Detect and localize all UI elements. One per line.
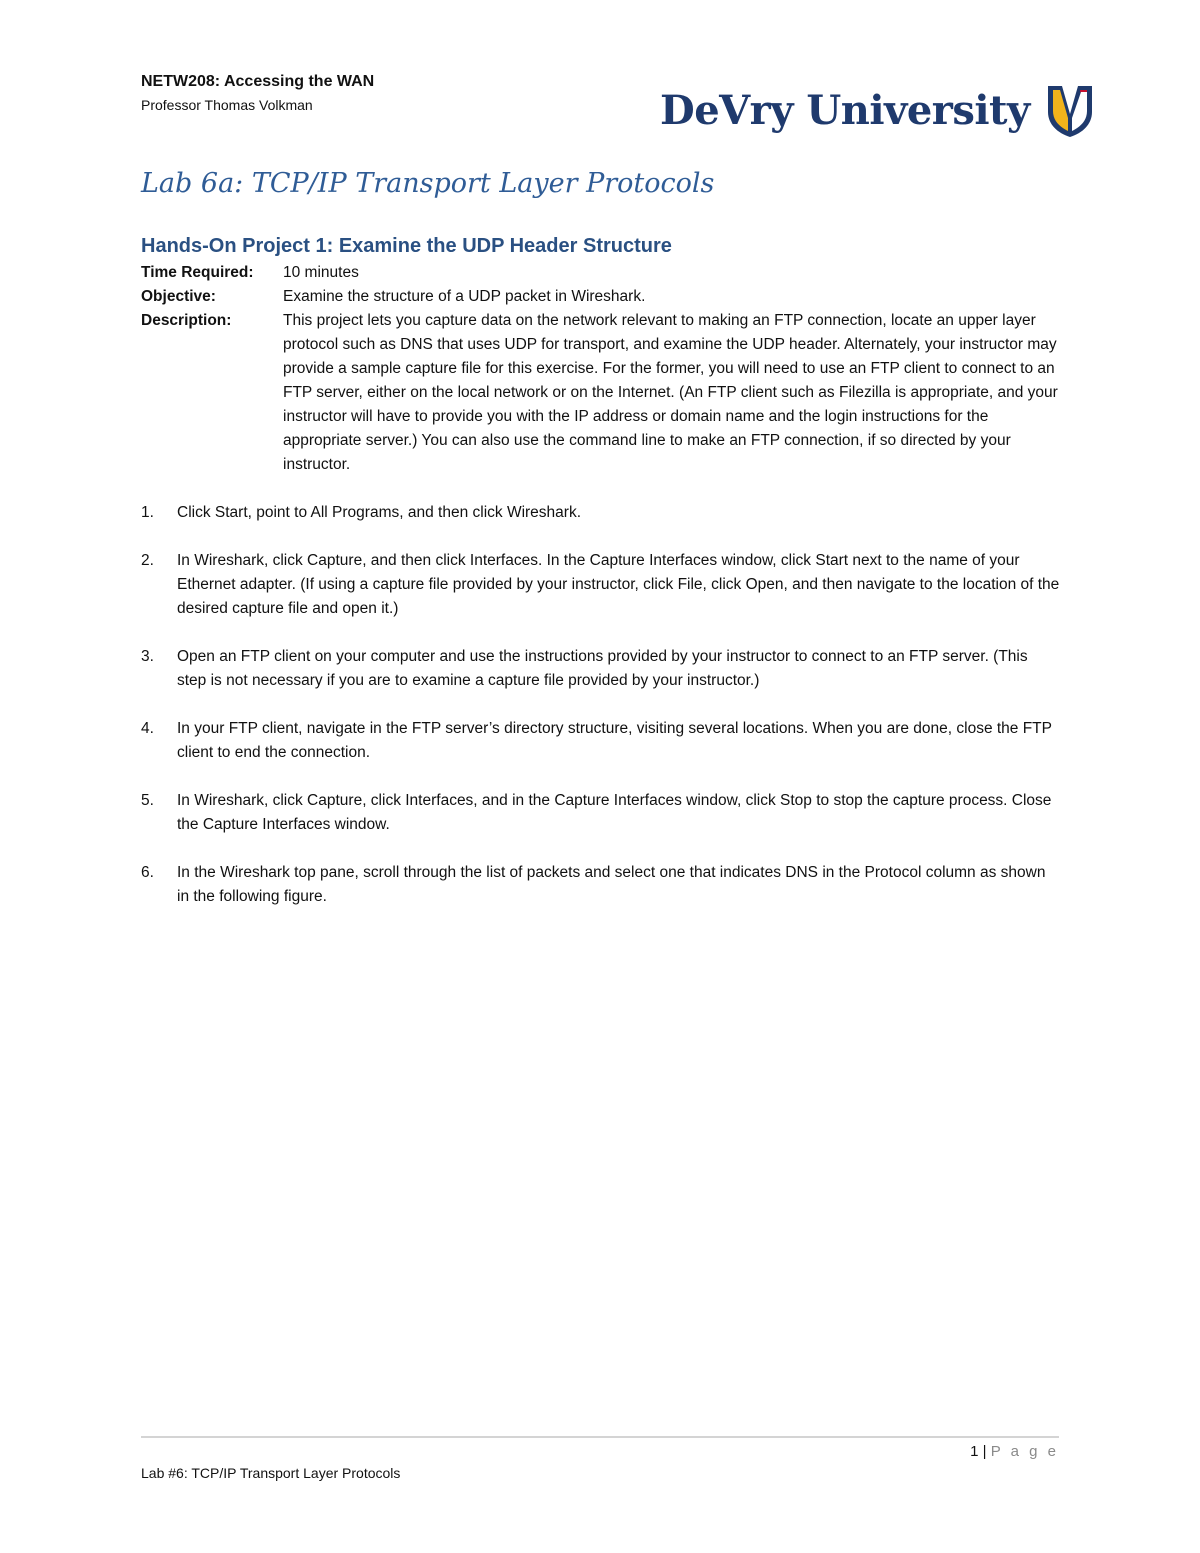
step-text: In Wireshark, click Capture, click Interfaces, and in the Capture Interfaces window, click Stop to stop the capture process. Close the Capture Interfaces window. [177,792,1052,833]
list-item [141,861,1061,909]
step-number: 6. [141,864,154,881]
lab-title: Lab 6a: TCP/IP Transport Layer Protocols [141,168,715,199]
list-item [141,717,1061,765]
step-text: In Wireshark, click Capture, and then click Interfaces. In the Capture Interfaces window, click Start next to the name of your Ethernet adapter. (If using a capture file provided by your instructor, click File, click Open, and then navigate to the location of the desired capture file and open it.) [177,552,1060,617]
objective-label: Objective: [141,288,216,305]
time-required-value: 10 minutes [283,264,359,281]
step-text: Click Start, point to All Programs, and then click Wireshark. [177,504,582,521]
step-number: 5. [141,792,154,809]
professor-name: Professor Thomas Volkman [141,97,313,113]
step-number: 2. [141,552,154,569]
logo-wordmark: DeVry University [660,87,1030,134]
project-meta [141,261,1061,477]
list-item [141,645,1061,693]
footer-title: Lab #6: TCP/IP Transport Layer Protocols [141,1465,401,1481]
description-row [141,309,1061,477]
step-number: 3. [141,648,154,665]
steps-list [141,501,1061,933]
time-required-row [141,261,1061,285]
objective-value: Examine the structure of a UDP packet in Wireshark. [283,288,646,305]
step-number: 4. [141,720,154,737]
step-text: In the Wireshark top pane, scroll through the list of packets and select one that indicates DNS in the Protocol column as shown in the following figure. [177,864,1046,905]
list-item [141,549,1061,621]
page-number-value: 1 [970,1443,979,1460]
step-text: In your FTP client, navigate in the FTP server’s directory structure, visiting several locations. When you are done, close the FTP client to end the connection. [177,720,1052,761]
page-separator: | [982,1443,987,1460]
shield-icon [1046,84,1094,138]
footer-divider [141,1436,1059,1438]
list-item [141,501,1061,525]
objective-row [141,285,1061,309]
step-number: 1. [141,504,154,521]
description-value: This project lets you capture data on the network relevant to making an FTP connection, locate an upper layer protocol such as DNS that uses UDP for transport, and examine the UDP header. Alternately, your instructor may provide a sample capture file for this exercise. For the former, you will need to use an FTP client to connect to an FTP server, either on the local network or on the Internet. (An FTP client such as Filezilla is appropriate, and your instructor will have to provide you with the IP address or domain name and the login instructions for the appropriate server.) You can also use the command line to make an FTP connection, if so directed by your instructor. [283,312,1058,473]
document-header [141,70,374,116]
step-text: Open an FTP client on your computer and use the instructions provided by your instructor to connect to an FTP server. (This step is not necessary if you are to examine a capture file provided by your instructor.) [177,648,1028,689]
description-label: Description: [141,312,232,329]
list-item [141,789,1061,837]
university-logo [660,84,1094,138]
page-number [970,1441,1059,1463]
page-word: P a g e [990,1443,1059,1460]
time-required-label: Time Required: [141,264,254,281]
project-heading: Hands-On Project 1: Examine the UDP Header Structure [141,235,672,257]
course-code: NETW208: Accessing the WAN [141,73,375,90]
